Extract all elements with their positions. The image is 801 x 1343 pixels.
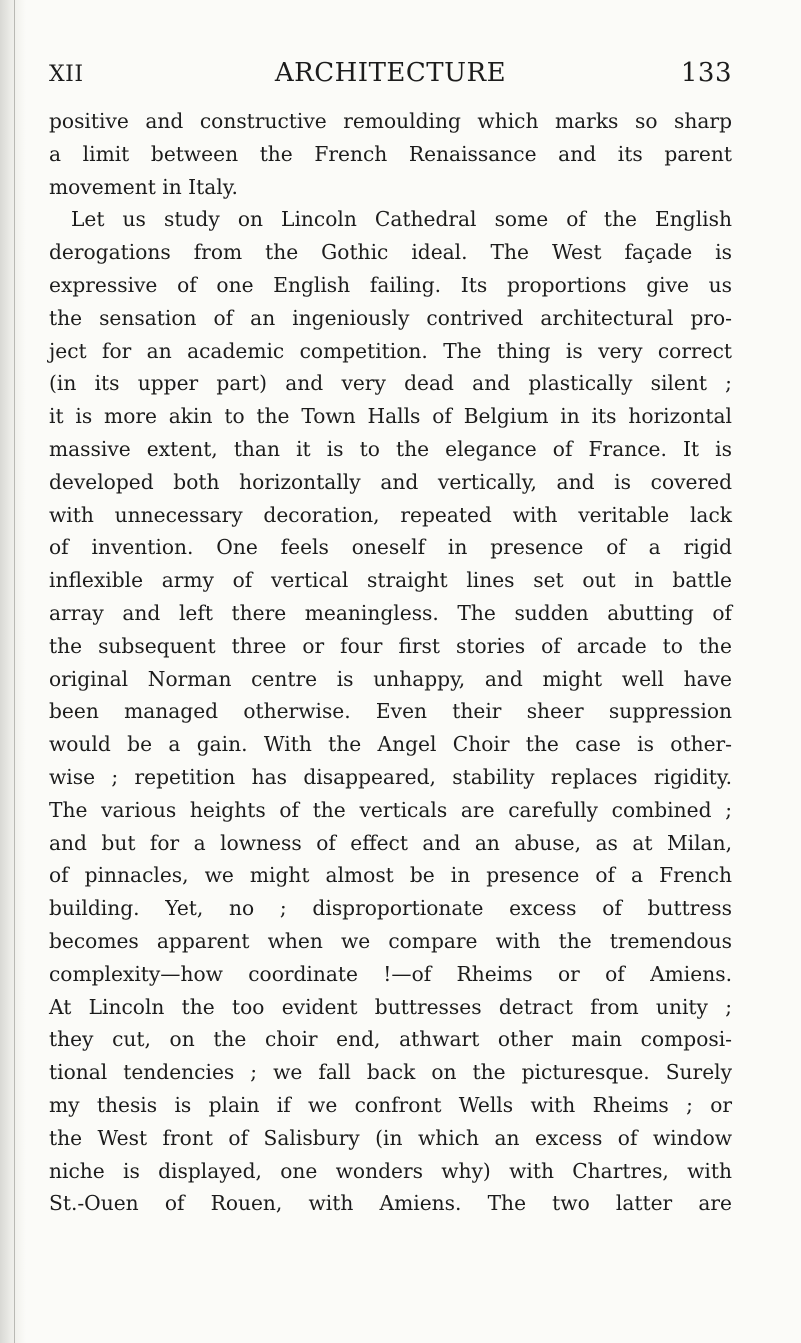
body-text [49, 105, 732, 1220]
page-number: 133 [680, 58, 732, 88]
page-gutter-edge [14, 0, 15, 1343]
text-line: original Norman centre is unhappy, and might well have [49, 666, 732, 691]
text-line: developed both horizontally and vertically, and is covered [49, 469, 732, 494]
text-line: the subsequent three or four first stories of arcade to the [49, 633, 732, 658]
text-line: positive and constructive remoulding which marks so sharp [49, 109, 732, 133]
text-line: wise ; repetition has disappeared, stability replaces rigidity. [49, 764, 732, 789]
text-line: with unnecessary decoration, repeated with veritable lack [49, 502, 732, 527]
text-line: of pinnacles, we might almost be in presence of a French [49, 863, 732, 888]
text-line: (in its upper part) and very dead and plastically silent ; [49, 371, 732, 396]
text-line: The various heights of the verticals are carefully combined ; [49, 797, 732, 822]
text-line: complexity—how coordinate !—of Rheims or of Amiens. [49, 961, 732, 986]
page-gutter-shadow [0, 0, 26, 1343]
text-line: becomes apparent when we compare with the tremendous [49, 928, 732, 953]
text-line: tional tendencies ; we fall back on the picturesque. Surely [49, 1060, 732, 1085]
running-header [49, 58, 732, 98]
text-line: been managed otherwise. Even their sheer suppression [49, 699, 732, 724]
text-line: a limit between the French Renaissance and its parent [49, 141, 732, 166]
text-line: inflexible army of vertical straight lines set out in battle [49, 568, 732, 593]
text-line: array and left there meaningless. The sudden abutting of [49, 600, 732, 625]
text-line: building. Yet, no ; disproportionate excess of buttress [49, 896, 732, 921]
text-line: St.-Ouen of Rouen, with Amiens. The two latter are [49, 1191, 732, 1216]
text-line: movement in Italy. [49, 174, 238, 199]
text-line: ject for an academic competition. The thing is very correct [49, 338, 732, 363]
text-line: the West front of Salisbury (in which an excess of window [49, 1125, 732, 1150]
text-line: would be a gain. With the Angel Choir the case is other- [49, 732, 732, 757]
running-title: ARCHITECTURE [274, 58, 507, 88]
chapter-number: XII [49, 62, 84, 87]
text-line: At Lincoln the too evident buttresses detract from unity ; [49, 994, 732, 1019]
text-line: expressive of one English failing. Its proportions give us [49, 272, 732, 297]
text-line: they cut, on the choir end, athwart other main composi- [49, 1027, 732, 1052]
text-line: Let us study on Lincoln Cathedral some of the English [71, 207, 732, 232]
text-line: derogations from the Gothic ideal. The West façade is [49, 240, 732, 265]
text-line: of invention. One feels oneself in presence of a rigid [49, 535, 732, 560]
text-line: it is more akin to the Town Halls of Belgium in its horizontal [49, 404, 732, 429]
text-line: my thesis is plain if we confront Wells with Rheims ; or [49, 1092, 732, 1117]
text-line: and but for a lowness of effect and an abuse, as at Milan, [49, 830, 732, 855]
text-line: massive extent, than it is to the elegance of France. It is [49, 436, 732, 461]
text-line: the sensation of an ingeniously contrived architectural pro- [49, 305, 732, 330]
text-line: niche is displayed, one wonders why) with Chartres, with [49, 1158, 732, 1183]
